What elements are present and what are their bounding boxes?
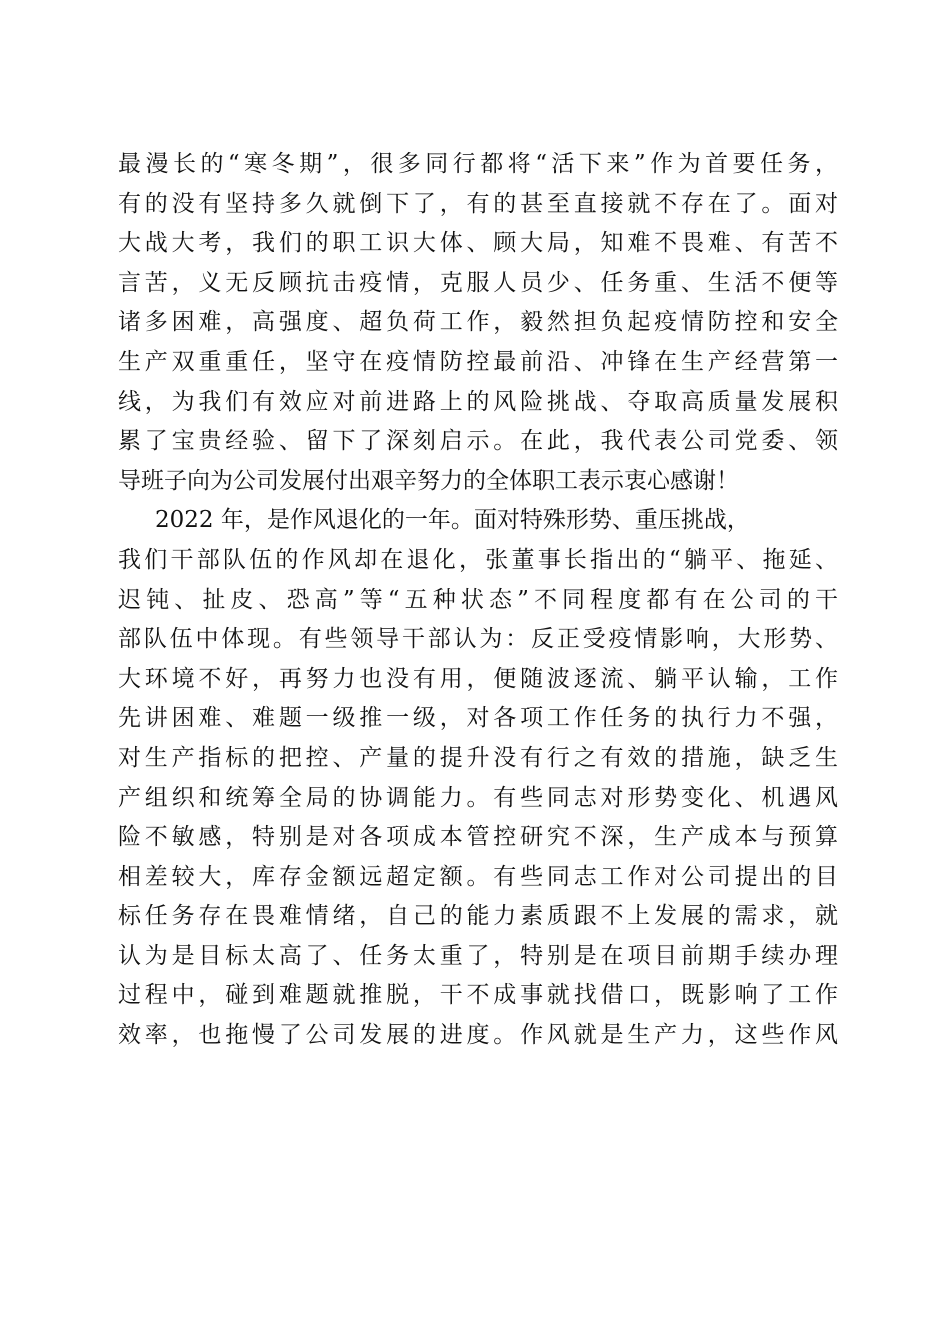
text-line: 迟钝、扯皮、恐高”等“五种状态”不同程度都有在公司的干 <box>118 586 838 613</box>
text-line: 有的没有坚持多久就倒下了，有的甚至直接就不存在了。面对 <box>118 190 838 217</box>
paragraph-2 <box>118 501 838 1055</box>
text-line: 导班子向为公司发展付出艰辛努力的全体职工表示衷心感谢！ <box>118 467 739 494</box>
text-line: 过程中，碰到难题就推脱，干不成事就找借口，既影响了工作 <box>118 982 838 1009</box>
text-line: 线，为我们有效应对前进路上的风险挑战、夺取高质量发展积 <box>118 388 838 415</box>
text-line: 相差较大，库存金额远超定额。有些同志工作对公司提出的目 <box>118 863 838 890</box>
text-line: 效率，也拖慢了公司发展的进度。作风就是生产力，这些作风 <box>118 1022 838 1049</box>
paragraph-1 <box>118 145 838 501</box>
text-line: 我们干部队伍的作风却在退化，张董事长指出的“躺平、拖延、 <box>118 546 838 573</box>
text-line: 言苦，义无反顾抗击疫情，克服人员少、任务重、生活不便等 <box>118 269 838 296</box>
text-line: 产组织和统筹全局的协调能力。有些同志对形势变化、机遇风 <box>118 784 838 811</box>
text-line: 先讲困难、难题一级推一级，对各项工作任务的执行力不强， <box>118 705 838 732</box>
text-line: 标任务存在畏难情绪，自己的能力素质跟不上发展的需求，就 <box>118 903 838 930</box>
text-line: 大环境不好，再努力也没有用，便随波逐流、躺平认输，工作 <box>118 665 838 692</box>
text-line: 生产双重重任，坚守在疫情防控最前沿、冲锋在生产经营第一 <box>118 348 838 375</box>
text-line: 诸多困难，高强度、超负荷工作，毅然担负起疫情防控和安全 <box>118 309 838 336</box>
text-line: 部队伍中体现。有些领导干部认为：反正受疫情影响，大形势、 <box>118 626 838 653</box>
text-line: 累了宝贵经验、留下了深刻启示。在此，我代表公司党委、领 <box>118 428 838 455</box>
body-text <box>118 145 838 1056</box>
text-line: 2022 年，是作风退化的一年。面对特殊形势、重压挑战， <box>155 507 750 534</box>
text-line: 认为是目标太高了、任务太重了，特别是在项目前期手续办理 <box>118 942 838 969</box>
text-line: 最漫长的“寒冬期”，很多同行都将“活下来”作为首要任务， <box>118 151 838 177</box>
text-line: 对生产指标的把控、产量的提升没有行之有效的措施，缺乏生 <box>118 744 838 771</box>
text-line: 险不敏感，特别是对各项成本管控研究不深，生产成本与预算 <box>118 824 838 851</box>
text-line: 大战大考，我们的职工识大体、顾大局，知难不畏难、有苦不 <box>118 230 838 257</box>
